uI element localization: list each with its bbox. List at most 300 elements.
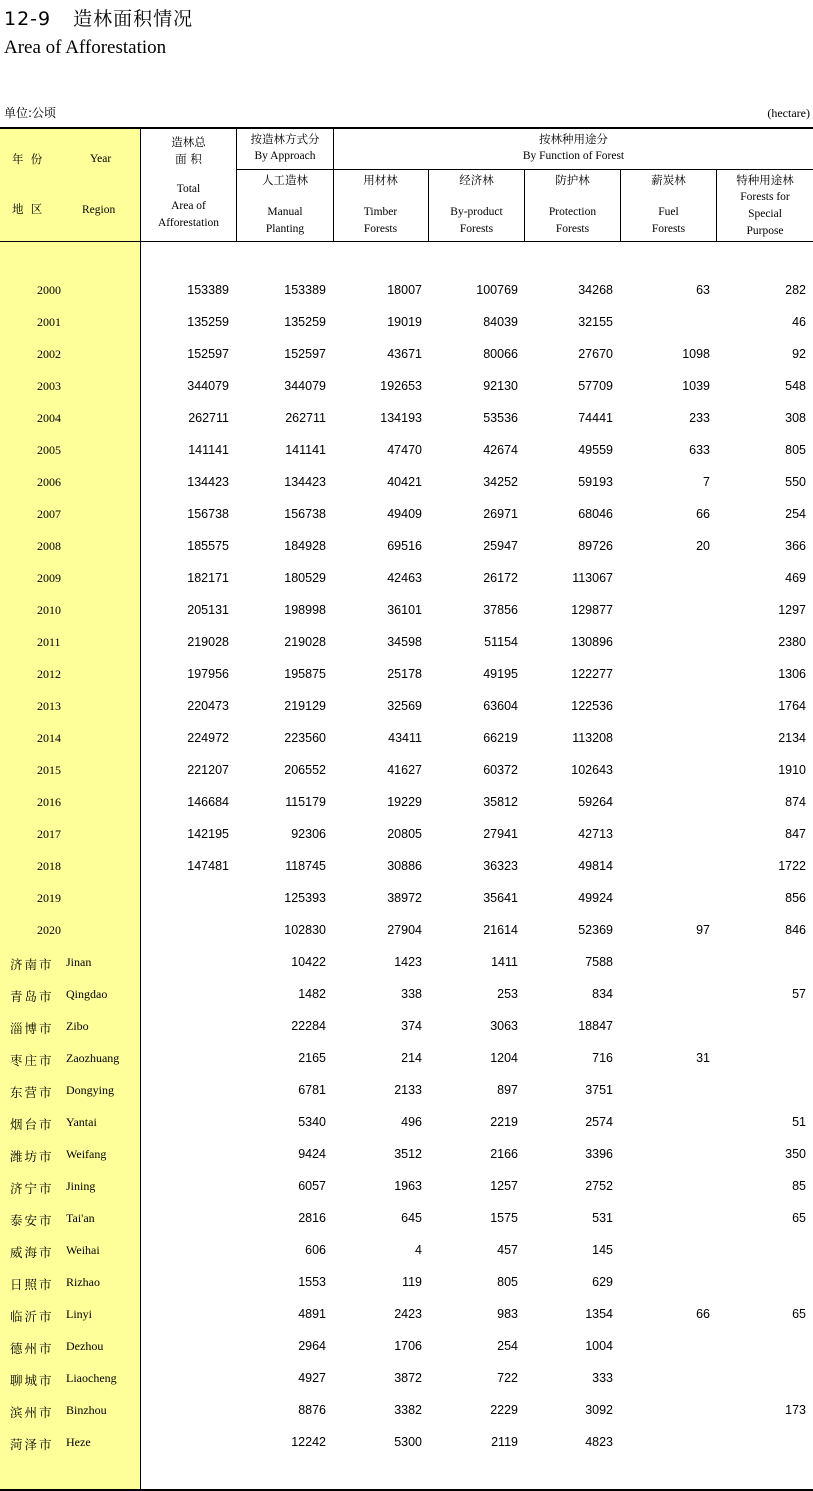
cell-manual: 6781 xyxy=(298,1083,326,1097)
cell-byproduct: 36323 xyxy=(483,859,518,873)
cell-manual: 4927 xyxy=(298,1371,326,1385)
cell-timber: 2423 xyxy=(394,1307,422,1321)
row-region-cn: 枣庄市 xyxy=(10,1053,54,1068)
cell-protection: 32155 xyxy=(578,315,613,329)
cell-timber: 25178 xyxy=(387,667,422,681)
cell-special: 1910 xyxy=(778,763,806,777)
cell-timber: 18007 xyxy=(387,283,422,297)
cell-byproduct: 1575 xyxy=(490,1211,518,1225)
cell-byproduct: 84039 xyxy=(483,315,518,329)
table-row xyxy=(0,731,813,763)
cell-byproduct: 3063 xyxy=(490,1019,518,1033)
cell-byproduct: 35812 xyxy=(483,795,518,809)
row-region-en: Jining xyxy=(66,1179,96,1193)
cell-manual: 125393 xyxy=(284,891,326,905)
row-region-cn: 日照市 xyxy=(10,1277,54,1292)
row-region-cn: 泰安市 xyxy=(10,1213,54,1228)
cell-special: 65 xyxy=(792,1307,806,1321)
row-region-en: Liaocheng xyxy=(66,1371,117,1385)
row-region-en: Weihai xyxy=(66,1243,100,1257)
cell-total: 182171 xyxy=(187,571,229,585)
cell-byproduct: 34252 xyxy=(483,475,518,489)
cell-manual: 223560 xyxy=(284,731,326,745)
cell-timber: 32569 xyxy=(387,699,422,713)
cell-total: 344079 xyxy=(187,379,229,393)
cell-protection: 57709 xyxy=(578,379,613,393)
table-row xyxy=(0,827,813,859)
cell-byproduct: 253 xyxy=(497,987,518,1001)
table-row xyxy=(0,1051,813,1083)
cell-timber: 2133 xyxy=(394,1083,422,1097)
table-row xyxy=(0,955,813,987)
cell-byproduct: 897 xyxy=(497,1083,518,1097)
cell-manual: 198998 xyxy=(284,603,326,617)
cell-byproduct: 21614 xyxy=(483,923,518,937)
cell-protection: 7588 xyxy=(585,955,613,969)
cell-manual: 206552 xyxy=(284,763,326,777)
row-year: 2005 xyxy=(37,443,61,457)
cell-protection: 4823 xyxy=(585,1435,613,1449)
cell-special: 65 xyxy=(792,1211,806,1225)
cell-timber: 20805 xyxy=(387,827,422,841)
row-year: 2000 xyxy=(37,283,61,297)
cell-manual: 184928 xyxy=(284,539,326,553)
unit-label-en: (hectare) xyxy=(767,106,810,120)
cell-special: 366 xyxy=(785,539,806,553)
header-total: 造林总 面 积 Total Area of Afforestation xyxy=(157,135,220,229)
cell-timber: 3512 xyxy=(394,1147,422,1161)
cell-manual: 5340 xyxy=(298,1115,326,1129)
cell-byproduct: 53536 xyxy=(483,411,518,425)
row-year: 2020 xyxy=(37,923,61,937)
cell-protection: 129877 xyxy=(571,603,613,617)
row-year: 2002 xyxy=(37,347,61,361)
header-mid-rule-approach xyxy=(236,169,333,170)
cell-timber: 40421 xyxy=(387,475,422,489)
cell-fuel: 1098 xyxy=(682,347,710,361)
cell-timber: 47470 xyxy=(387,443,422,457)
cell-manual: 118745 xyxy=(285,859,326,873)
row-region-cn: 东营市 xyxy=(10,1085,54,1100)
cell-byproduct: 37856 xyxy=(483,603,518,617)
row-year: 2009 xyxy=(37,571,61,585)
cell-timber: 645 xyxy=(401,1211,422,1225)
table-row xyxy=(0,1371,813,1403)
cell-special: 550 xyxy=(785,475,806,489)
cell-timber: 49409 xyxy=(387,507,422,521)
cell-manual: 115179 xyxy=(285,795,326,809)
header-bottom-rule xyxy=(0,241,813,242)
cell-timber: 42463 xyxy=(387,571,422,585)
row-region-en: Linyi xyxy=(66,1307,92,1321)
cell-byproduct: 63604 xyxy=(483,699,518,713)
cell-byproduct: 92130 xyxy=(483,379,518,393)
header-function: 按林种用途分 By Function of Forest xyxy=(522,132,625,162)
table-row xyxy=(0,1435,813,1467)
cell-manual: 344079 xyxy=(284,379,326,393)
cell-byproduct: 2119 xyxy=(491,1435,518,1449)
cell-protection: 49924 xyxy=(578,891,613,905)
row-year: 2001 xyxy=(37,315,61,329)
cell-special: 856 xyxy=(785,891,806,905)
row-year: 2004 xyxy=(37,411,61,425)
cell-protection: 122536 xyxy=(571,699,613,713)
row-year: 2018 xyxy=(37,859,61,873)
cell-total: 221207 xyxy=(187,763,229,777)
row-region-en: Rizhao xyxy=(66,1275,100,1289)
cell-special: 173 xyxy=(785,1403,806,1417)
cell-timber: 1963 xyxy=(394,1179,422,1193)
table-row xyxy=(0,283,813,315)
cell-timber: 43411 xyxy=(388,731,422,745)
cell-byproduct: 26172 xyxy=(483,571,518,585)
cell-timber: 3382 xyxy=(394,1403,422,1417)
cell-timber: 214 xyxy=(401,1051,422,1065)
cell-protection: 34268 xyxy=(578,283,613,297)
cell-special: 1764 xyxy=(778,699,806,713)
page-title-en: Area of Afforestation xyxy=(4,37,167,58)
cell-byproduct: 1204 xyxy=(490,1051,518,1065)
table-row xyxy=(0,859,813,891)
cell-timber: 19229 xyxy=(387,795,422,809)
cell-manual: 195875 xyxy=(284,667,326,681)
cell-special: 308 xyxy=(785,411,806,425)
table-row xyxy=(0,1275,813,1307)
cell-byproduct: 1411 xyxy=(491,955,518,969)
cell-protection: 531 xyxy=(592,1211,613,1225)
table-row xyxy=(0,571,813,603)
header-year-cn: 年 份 xyxy=(12,152,43,166)
cell-byproduct: 983 xyxy=(497,1307,518,1321)
row-region-en: Jinan xyxy=(66,955,92,969)
cell-protection: 59264 xyxy=(578,795,613,809)
table-number: 12-9 xyxy=(4,8,52,30)
row-region-cn: 菏泽市 xyxy=(10,1437,54,1452)
table-row xyxy=(0,763,813,795)
row-region-cn: 滨州市 xyxy=(10,1405,54,1420)
cell-special: 57 xyxy=(792,987,806,1001)
table-row xyxy=(0,987,813,1019)
row-year: 2015 xyxy=(37,763,61,777)
cell-protection: 1004 xyxy=(585,1339,613,1353)
row-year: 2012 xyxy=(37,667,61,681)
cell-total: 205131 xyxy=(187,603,229,617)
cell-special: 254 xyxy=(785,507,806,521)
row-region-en: Heze xyxy=(66,1435,91,1449)
cell-protection: 2752 xyxy=(585,1179,613,1193)
cell-fuel: 97 xyxy=(696,923,710,937)
cell-protection: 130896 xyxy=(571,635,613,649)
cell-protection: 3396 xyxy=(585,1147,613,1161)
cell-fuel: 7 xyxy=(703,475,710,489)
cell-special: 1306 xyxy=(778,667,806,681)
cell-timber: 43671 xyxy=(387,347,422,361)
cell-special: 1297 xyxy=(778,603,806,617)
cell-manual: 2165 xyxy=(298,1051,326,1065)
cell-total: 220473 xyxy=(187,699,229,713)
cell-total: 135259 xyxy=(187,315,229,329)
row-region-cn: 淄博市 xyxy=(10,1021,54,1036)
row-region-cn: 济南市 xyxy=(10,957,54,972)
cell-byproduct: 42674 xyxy=(483,443,518,457)
data-table xyxy=(0,127,813,1491)
cell-timber: 34598 xyxy=(387,635,422,649)
cell-fuel: 633 xyxy=(689,443,710,457)
cell-special: 847 xyxy=(785,827,806,841)
cell-manual: 219028 xyxy=(284,635,326,649)
row-region-en: Dezhou xyxy=(66,1339,104,1353)
cell-special: 51 xyxy=(792,1115,806,1129)
row-region-cn: 济宁市 xyxy=(10,1181,54,1196)
cell-protection: 1354 xyxy=(585,1307,613,1321)
cell-manual: 135259 xyxy=(284,315,326,329)
cell-timber: 19019 xyxy=(387,315,422,329)
table-row xyxy=(0,891,813,923)
row-region-cn: 青岛市 xyxy=(10,989,54,1004)
cell-manual: 180529 xyxy=(284,571,326,585)
cell-byproduct: 457 xyxy=(497,1243,518,1257)
table-row xyxy=(0,347,813,379)
cell-timber: 30886 xyxy=(387,859,422,873)
cell-byproduct: 60372 xyxy=(483,763,518,777)
cell-total: 156738 xyxy=(187,507,229,521)
row-year: 2019 xyxy=(37,891,61,905)
cell-fuel: 66 xyxy=(696,507,710,521)
cell-total: 153389 xyxy=(187,283,229,297)
row-year: 2006 xyxy=(37,475,61,489)
cell-protection: 52369 xyxy=(578,923,613,937)
cell-timber: 4 xyxy=(415,1243,422,1257)
table-row xyxy=(0,667,813,699)
table-row xyxy=(0,315,813,347)
table-row xyxy=(0,603,813,635)
row-year: 2008 xyxy=(37,539,61,553)
cell-total: 262711 xyxy=(188,411,229,425)
row-region-cn: 烟台市 xyxy=(10,1117,54,1132)
row-year: 2007 xyxy=(37,507,61,521)
cell-manual: 606 xyxy=(305,1243,326,1257)
header-year-en: Year xyxy=(90,153,112,165)
table-row xyxy=(0,1243,813,1275)
cell-special: 548 xyxy=(785,379,806,393)
cell-protection: 113208 xyxy=(572,731,613,745)
row-year: 2003 xyxy=(37,379,61,393)
cell-byproduct: 66219 xyxy=(483,731,518,745)
cell-total: 152597 xyxy=(187,347,229,361)
cell-fuel: 66 xyxy=(696,1307,710,1321)
cell-total: 134423 xyxy=(187,475,229,489)
cell-manual: 1482 xyxy=(298,987,326,1001)
cell-special: 350 xyxy=(785,1147,806,1161)
cell-byproduct: 2219 xyxy=(490,1115,518,1129)
table-row xyxy=(0,699,813,731)
table-row xyxy=(0,507,813,539)
row-region-en: Dongying xyxy=(66,1083,114,1097)
cell-byproduct: 35641 xyxy=(483,891,518,905)
cell-special: 469 xyxy=(785,571,806,585)
cell-special: 1722 xyxy=(778,859,806,873)
row-region-en: Yantai xyxy=(66,1115,97,1129)
cell-fuel: 31 xyxy=(696,1051,710,1065)
table-row xyxy=(0,923,813,955)
cell-byproduct: 49195 xyxy=(483,667,518,681)
cell-timber: 192653 xyxy=(380,379,422,393)
cell-protection: 3092 xyxy=(585,1403,613,1417)
cell-total: 142195 xyxy=(187,827,229,841)
title-cn-text: 造林面积情况 xyxy=(73,8,194,30)
table-row xyxy=(0,795,813,827)
cell-manual: 22284 xyxy=(291,1019,326,1033)
cell-timber: 69516 xyxy=(387,539,422,553)
cell-protection: 49814 xyxy=(578,859,613,873)
cell-timber: 119 xyxy=(402,1275,422,1289)
cell-protection: 113067 xyxy=(572,571,613,585)
cell-timber: 1423 xyxy=(394,955,422,969)
cell-timber: 27904 xyxy=(387,923,422,937)
cell-manual: 2816 xyxy=(298,1211,326,1225)
cell-byproduct: 722 xyxy=(497,1371,518,1385)
header-mid-rule-right xyxy=(333,169,813,170)
cell-timber: 41627 xyxy=(387,763,422,777)
cell-protection: 59193 xyxy=(578,475,613,489)
cell-total: 141141 xyxy=(188,443,229,457)
cell-fuel: 20 xyxy=(696,539,710,553)
cell-special: 46 xyxy=(792,315,806,329)
row-region-cn: 威海市 xyxy=(10,1245,54,1260)
cell-byproduct: 100769 xyxy=(476,283,518,297)
table-row xyxy=(0,1083,813,1115)
cell-protection: 2574 xyxy=(585,1115,613,1129)
cell-protection: 333 xyxy=(592,1371,613,1385)
cell-protection: 18847 xyxy=(578,1019,613,1033)
cell-manual: 6057 xyxy=(298,1179,326,1193)
header-special: 特种用途林 Forests for Special Purpose xyxy=(736,173,794,237)
cell-protection: 68046 xyxy=(578,507,613,521)
table-top-rule xyxy=(0,127,813,129)
cell-timber: 1706 xyxy=(394,1339,422,1353)
header-approach: 按造林方式分 By Approach xyxy=(250,132,320,162)
cell-protection: 3751 xyxy=(585,1083,613,1097)
row-region-en: Weifang xyxy=(66,1147,107,1161)
cell-byproduct: 51154 xyxy=(484,635,518,649)
table-row xyxy=(0,1211,813,1243)
cell-timber: 38972 xyxy=(387,891,422,905)
cell-protection: 89726 xyxy=(578,539,613,553)
table-row xyxy=(0,1403,813,1435)
cell-protection: 834 xyxy=(592,987,613,1001)
cell-protection: 145 xyxy=(592,1243,613,1257)
row-year: 2011 xyxy=(37,635,61,649)
cell-timber: 338 xyxy=(401,987,422,1001)
row-region-en: Binzhou xyxy=(66,1403,107,1417)
unit-label-cn: 单位:公顷 xyxy=(4,106,57,120)
table-row xyxy=(0,379,813,411)
cell-byproduct: 27941 xyxy=(483,827,518,841)
cell-timber: 36101 xyxy=(387,603,422,617)
cell-manual: 156738 xyxy=(284,507,326,521)
table-row xyxy=(0,1179,813,1211)
cell-manual: 152597 xyxy=(284,347,326,361)
cell-special: 85 xyxy=(792,1179,806,1193)
cell-manual: 92306 xyxy=(291,827,326,841)
cell-protection: 102643 xyxy=(571,763,613,777)
cell-fuel: 233 xyxy=(689,411,710,425)
cell-manual: 141141 xyxy=(285,443,326,457)
cell-fuel: 1039 xyxy=(682,379,710,393)
row-region-cn: 聊城市 xyxy=(10,1373,54,1388)
cell-protection: 122277 xyxy=(571,667,613,681)
cell-total: 224972 xyxy=(187,731,229,745)
table-row xyxy=(0,1115,813,1147)
cell-protection: 74441 xyxy=(578,411,613,425)
cell-timber: 496 xyxy=(401,1115,422,1129)
row-region-en: Qingdao xyxy=(66,987,108,1001)
table-row xyxy=(0,443,813,475)
cell-total: 197956 xyxy=(187,667,229,681)
cell-fuel: 63 xyxy=(696,283,710,297)
cell-protection: 716 xyxy=(592,1051,613,1065)
cell-protection: 49559 xyxy=(578,443,613,457)
cell-manual: 102830 xyxy=(284,923,326,937)
cell-byproduct: 2166 xyxy=(490,1147,518,1161)
cell-byproduct: 254 xyxy=(497,1339,518,1353)
table-row xyxy=(0,635,813,667)
header-manual: 人工造林 Manual Planting xyxy=(262,173,308,235)
row-year: 2016 xyxy=(37,795,61,809)
cell-special: 2380 xyxy=(778,635,806,649)
cell-protection: 42713 xyxy=(578,827,613,841)
cell-total: 146684 xyxy=(187,795,229,809)
cell-byproduct: 26971 xyxy=(483,507,518,521)
cell-special: 874 xyxy=(785,795,806,809)
table-row xyxy=(0,1307,813,1339)
header-region-cn: 地 区 xyxy=(12,202,43,216)
row-year: 2010 xyxy=(37,603,61,617)
cell-special: 2134 xyxy=(778,731,806,745)
row-region-cn: 德州市 xyxy=(10,1341,54,1356)
header-timber: 用材林 Timber Forests xyxy=(363,173,398,235)
table-row xyxy=(0,539,813,571)
cell-total: 185575 xyxy=(187,539,229,553)
row-region-en: Tai'an xyxy=(66,1211,95,1225)
cell-manual: 219129 xyxy=(284,699,326,713)
cell-manual: 8876 xyxy=(298,1403,326,1417)
cell-manual: 1553 xyxy=(298,1275,326,1289)
cell-manual: 2964 xyxy=(298,1339,326,1353)
cell-total: 219028 xyxy=(187,635,229,649)
cell-total: 147481 xyxy=(187,859,229,873)
cell-timber: 374 xyxy=(401,1019,422,1033)
header-byproduct: 经济林 By-product Forests xyxy=(450,173,503,235)
table-row xyxy=(0,1019,813,1051)
cell-protection: 629 xyxy=(592,1275,613,1289)
cell-special: 805 xyxy=(785,443,806,457)
cell-manual: 12242 xyxy=(291,1435,326,1449)
row-region-cn: 临沂市 xyxy=(10,1309,54,1324)
table-row xyxy=(0,1339,813,1371)
cell-manual: 4891 xyxy=(298,1307,326,1321)
page-title-cn xyxy=(4,4,193,31)
row-year: 2014 xyxy=(37,731,61,745)
cell-special: 282 xyxy=(785,283,806,297)
header-region-en: Region xyxy=(82,204,116,216)
header-protection: 防护林 Protection Forests xyxy=(548,173,597,235)
cell-manual: 134423 xyxy=(284,475,326,489)
cell-manual: 9424 xyxy=(298,1147,326,1161)
cell-special: 846 xyxy=(785,923,806,937)
cell-protection: 27670 xyxy=(578,347,613,361)
cell-byproduct: 25947 xyxy=(483,539,518,553)
